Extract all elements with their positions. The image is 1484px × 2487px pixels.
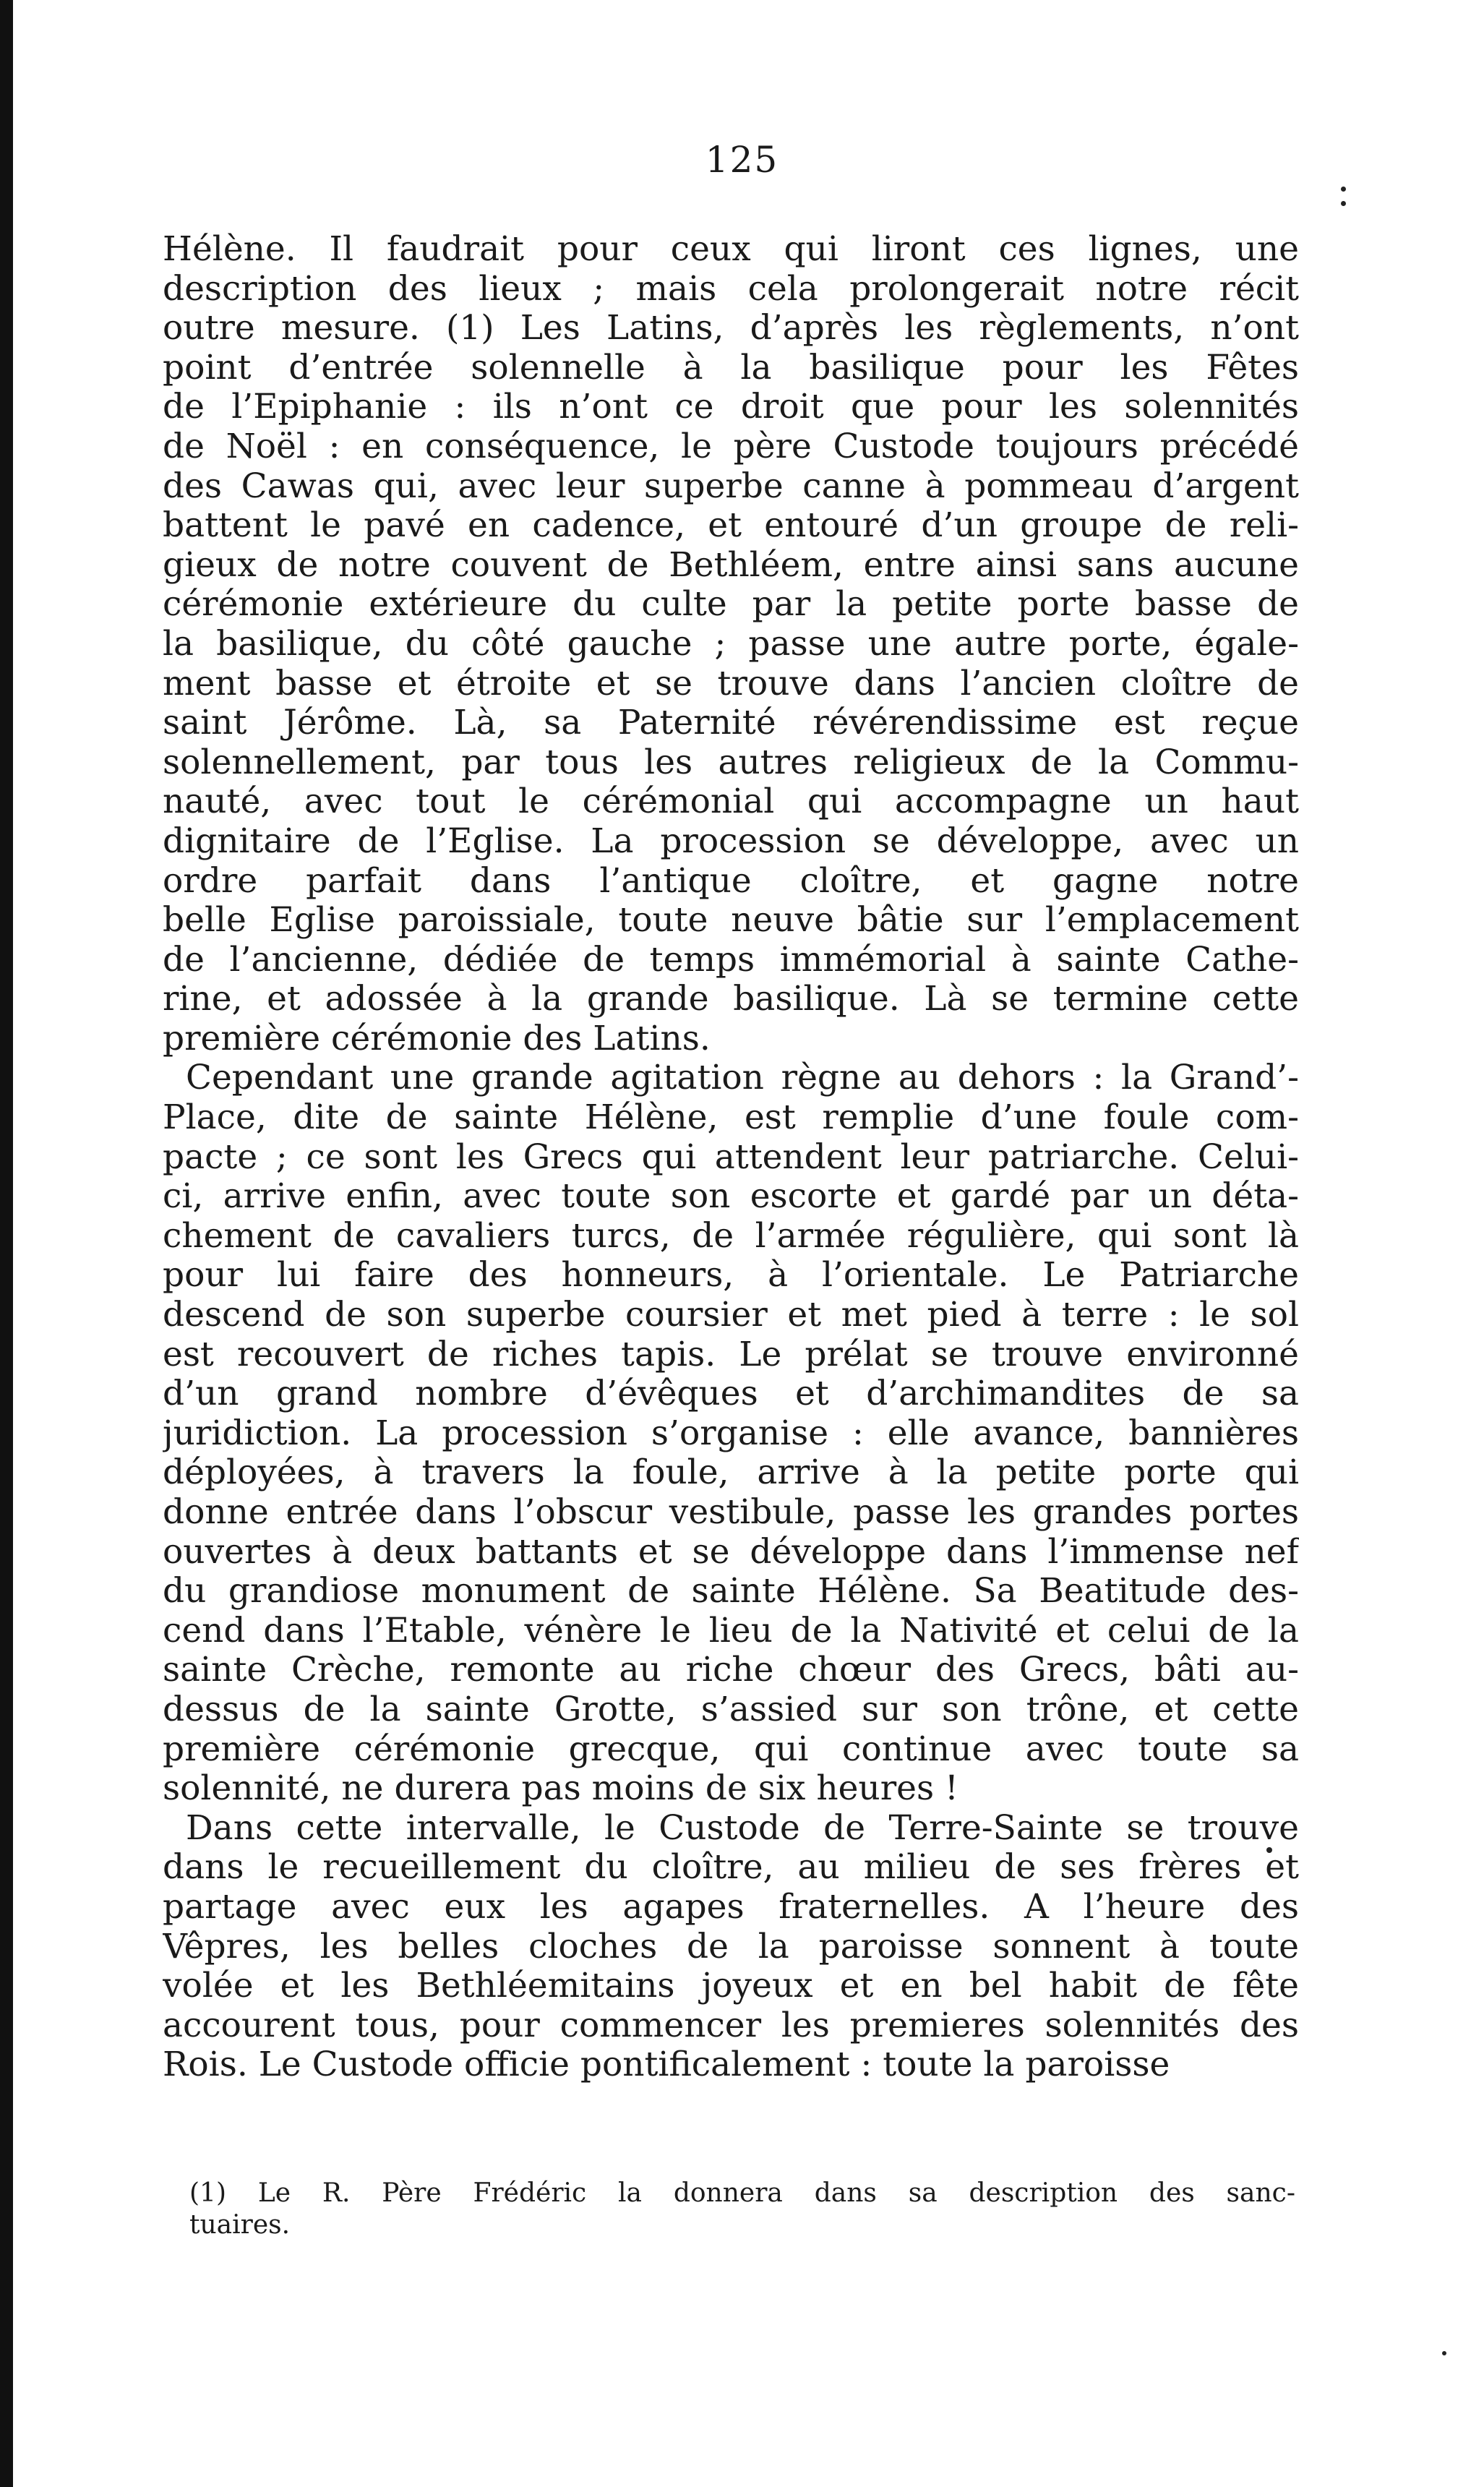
text-line: est recouvert de riches tapis. Le prélat se trouve environné xyxy=(163,1335,1299,1374)
text-line: cend dans l’Etable, vénère le lieu de la Nativité et celui de la xyxy=(163,1611,1299,1651)
text-line: Rois. Le Custode officie pontificalement : toute la paroisse xyxy=(163,2045,1170,2085)
text-line: ordre parfait dans l’antique cloître, et gagne notre xyxy=(163,861,1299,901)
text-line: nauté, avec tout le cérémonial qui accompagne un haut xyxy=(163,782,1299,822)
text-line: dignitaire de l’Eglise. La procession se développe, avec un xyxy=(163,821,1299,861)
text-line: ci, arrive enfin, avec toute son escorte et gardé par un déta- xyxy=(163,1177,1299,1217)
text-line: rine, et adossée à la grande basilique. Là se termine cette xyxy=(163,980,1299,1019)
text-line: battent le pavé en cadence, et entouré d’un groupe de reli- xyxy=(163,506,1299,546)
text-line: descend de son superbe coursier et met pied à terre : le sol xyxy=(163,1296,1299,1335)
text-line: ouvertes à deux battants et se développe dans l’immense nef xyxy=(163,1532,1299,1572)
text-line: solennité, ne durera pas moins de six heures ! xyxy=(163,1769,958,1809)
text-line: chement de cavaliers turcs, de l’armée régulière, qui sont là xyxy=(163,1216,1299,1256)
text-line: la basilique, du côté gauche ; passe une autre porte, égale- xyxy=(163,624,1299,664)
footnote xyxy=(189,2178,1295,2241)
text-line: gieux de notre couvent de Bethléem, entre ainsi sans aucune xyxy=(163,545,1299,585)
body-text xyxy=(163,230,1299,2085)
text-line: solennellement, par tous les autres religieux de la Commu- xyxy=(163,742,1299,782)
text-line: accourent tous, pour commencer les premieres solennités des xyxy=(163,2006,1299,2045)
text-line: outre mesure. (1) Les Latins, d’après les règlements, n’ont xyxy=(163,309,1299,348)
text-line: de Noël : en conséquence, le père Custode toujours précédé xyxy=(163,427,1299,466)
page-edge-shadow xyxy=(0,0,13,2487)
text-line: déployées, à travers la foule, arrive à la petite porte qui xyxy=(163,1453,1299,1493)
text-line: belle Eglise paroissiale, toute neuve bâtie sur l’emplacement xyxy=(163,901,1299,941)
text-line: Hélène. Il faudrait pour ceux qui liront ces lignes, une xyxy=(163,230,1299,269)
footnote-line: (1) Le R. Père Frédéric la donnera dans sa description des sanc- xyxy=(189,2178,1295,2208)
text-line: première cérémonie des Latins. xyxy=(163,1019,711,1058)
paragraph xyxy=(163,1058,1299,1808)
text-line: saint Jérôme. Là, sa Paternité révérendissime est reçue xyxy=(163,703,1299,743)
text-line: première cérémonie grecque, qui continue avec toute sa xyxy=(163,1729,1299,1769)
footnote-line: tuaires. xyxy=(189,2210,291,2240)
text-line: description des lieux ; mais cela prolongerait notre récit xyxy=(163,269,1299,309)
paragraph xyxy=(163,230,1299,1058)
page-number: 125 xyxy=(705,139,779,181)
text-line: Vêpres, les belles cloches de la paroisse sonnent à toute xyxy=(163,1927,1299,1966)
text-line: Cependant une grande agitation règne au dehors : la Grand’- xyxy=(186,1058,1299,1098)
paragraph xyxy=(163,1809,1299,2085)
text-line: dessus de la sainte Grotte, s’assied sur son trône, et cette xyxy=(163,1690,1299,1729)
margin-speck xyxy=(1341,201,1346,206)
text-line: d’un grand nombre d’évêques et d’archimandites de sa xyxy=(163,1374,1299,1414)
text-line: du grandiose monument de sainte Hélène. Sa Beatitude des- xyxy=(163,1572,1299,1611)
text-line: point d’entrée solennelle à la basilique pour les Fêtes xyxy=(163,348,1299,388)
text-line: pour lui faire des honneurs, à l’orientale. Le Patriarche xyxy=(163,1256,1299,1296)
text-line: cérémonie extérieure du culte par la petite porte basse de xyxy=(163,585,1299,625)
text-line: pacte ; ce sont les Grecs qui attendent leur patriarche. Celui- xyxy=(163,1137,1299,1177)
text-line: de l’ancienne, dédiée de temps immémorial à sainte Cathe- xyxy=(163,940,1299,980)
text-line: Dans cette intervalle, le Custode de Terre-Sainte se trouve xyxy=(186,1808,1299,1848)
margin-speck xyxy=(1442,2351,1446,2355)
margin-speck xyxy=(1341,187,1346,192)
text-line: dans le recueillement du cloître, au milieu de ses frères et xyxy=(163,1848,1299,1888)
text-line: ment basse et étroite et se trouve dans l’ancien cloître de xyxy=(163,664,1299,703)
text-line: Place, dite de sainte Hélène, est remplie d’une foule com- xyxy=(163,1098,1299,1138)
text-line: volée et les Bethléemitains joyeux et en bel habit de fête xyxy=(163,1966,1299,2006)
text-line: des Cawas qui, avec leur superbe canne à pommeau d’argent xyxy=(163,466,1299,506)
text-line: de l’Epiphanie : ils n’ont ce droit que pour les solennités xyxy=(163,388,1299,427)
text-line: donne entrée dans l’obscur vestibule, passe les grandes portes xyxy=(163,1493,1299,1532)
text-line: juridiction. La procession s’organise : elle avance, bannières xyxy=(163,1413,1299,1453)
text-line: sainte Crèche, remonte au riche chœur des Grecs, bâti au- xyxy=(163,1651,1299,1690)
text-line: partage avec eux les agapes fraternelles. A l’heure des xyxy=(163,1887,1299,1927)
